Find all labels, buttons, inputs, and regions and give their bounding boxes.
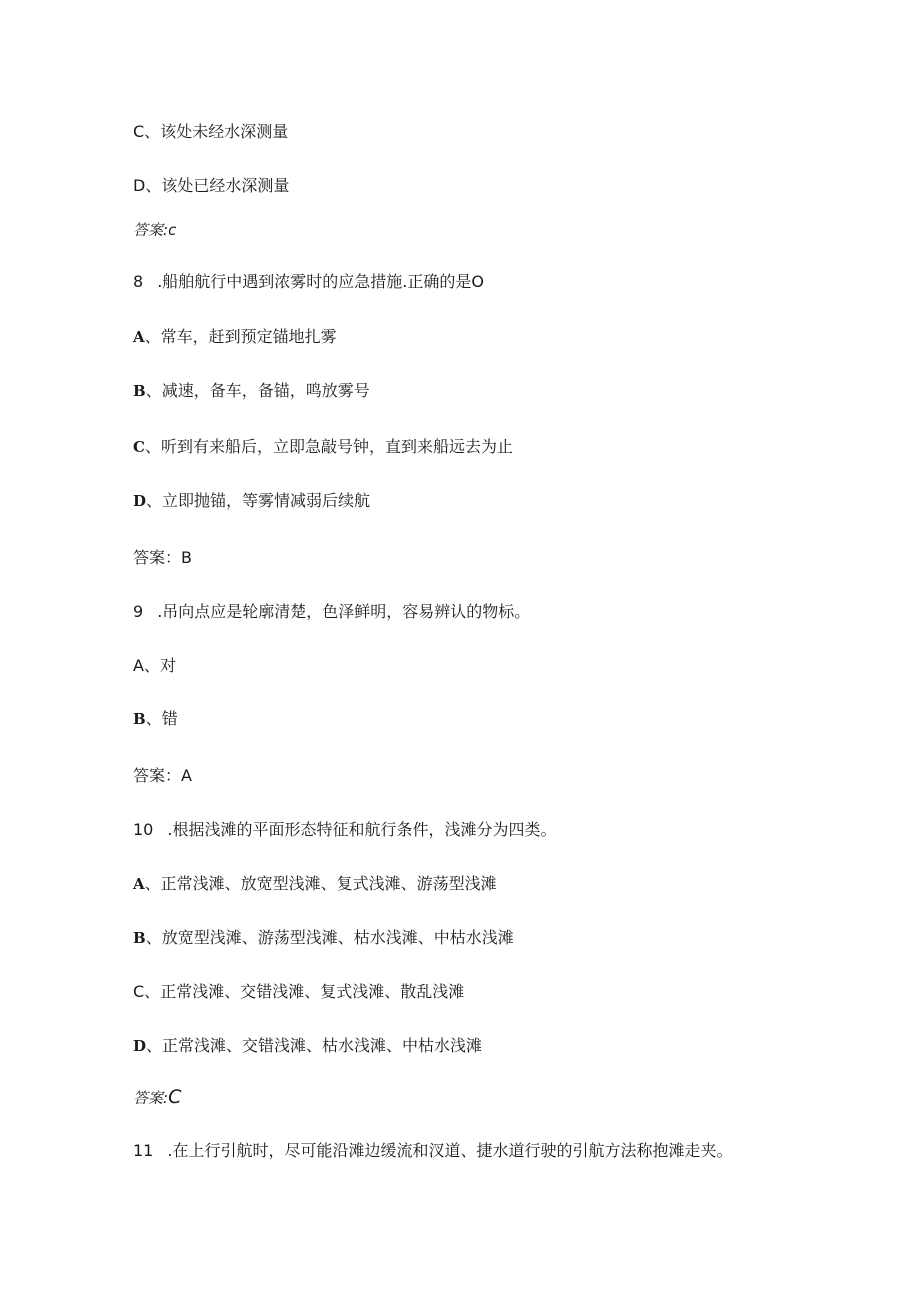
answer [133,1087,181,1108]
option-letter: A [133,875,145,893]
question-number: 8 [133,272,144,291]
question-number: 10 [133,820,154,839]
option-c [133,437,513,457]
answer [133,548,192,568]
answer-label: 答案： [133,766,182,785]
option-sep: 、 [146,1036,163,1055]
option-letter: C [133,122,145,141]
question-text: .船舶航行中遇到浓雾时的应急措施.正确的是O [157,272,484,291]
option-letter: C [133,982,145,1001]
option-letter: B [133,929,146,947]
option-letter: B [133,382,146,400]
option-d [133,1036,482,1056]
answer-value: A [181,766,192,785]
option-text: 听到有来船后，立即急敲号钟，直到来船远去为止 [160,437,513,456]
question-8 [133,272,484,292]
option-text: 正常浅滩、交错浅滩、枯水浅滩、中枯水浅滩 [162,1036,483,1055]
option-sep: 、 [144,982,161,1001]
option-b [133,928,514,948]
option-text: 该处未经水深测量 [160,122,289,141]
option-letter: D [133,492,147,510]
question-number: 9 [133,602,144,621]
option-b [133,709,178,729]
option-b [133,381,370,401]
option-letter: A [133,328,145,346]
option-letter: D [133,1037,147,1055]
option-letter: B [133,710,146,728]
option-text: 放宽型浅滩、游荡型浅滩、枯水浅滩、中枯水浅滩 [161,928,514,947]
option-text: 减速，备车，备锚，鸣放雾号 [161,381,370,400]
option-sep: 、 [145,381,162,400]
question-number: 11 [133,1141,154,1160]
answer [133,766,192,786]
option-sep: 、 [144,122,161,141]
answer-label: 答案: [133,1089,169,1107]
option-sep: 、 [146,491,163,510]
answer [133,220,176,240]
option-c [133,982,464,1002]
option-a [133,327,337,347]
question-text: .吊向点应是轮廓清楚，色泽鲜明，容易辨认的物标。 [157,602,531,621]
option-d [133,176,289,196]
option-d [133,491,370,511]
option-sep: 、 [144,437,161,456]
option-text: 立即抛锚，等雾情减弱后续航 [162,491,371,510]
option-letter: C [133,438,145,456]
question-11 [133,1141,732,1161]
question-text: .在上行引航时，尽可能沿滩边缓流和汊道、捷水道行驶的引航方法称抱滩走夹。 [167,1141,733,1160]
answer-value: c [168,221,177,239]
question-9 [133,602,530,622]
option-sep: 、 [145,709,162,728]
option-text: 错 [161,709,178,728]
option-letter: D [133,176,146,195]
answer-label: 答案: [133,221,169,239]
option-sep: 、 [143,656,160,675]
option-a [133,874,497,894]
option-letter: A [133,656,144,675]
option-sep: 、 [145,928,162,947]
option-text: 对 [159,656,176,675]
option-text: 该处已经水深测量 [161,176,290,195]
answer-value: B [181,548,192,567]
option-c [133,122,288,142]
option-sep: 、 [145,176,162,195]
question-text: .根据浅滩的平面形态特征和航行条件，浅滩分为四类。 [167,820,557,839]
answer-value: C [168,1086,182,1108]
option-a [133,656,176,676]
option-text: 常车，赶到预定锚地扎雾 [160,327,337,346]
option-sep: 、 [144,874,161,893]
question-10 [133,820,556,840]
option-text: 正常浅滩、放宽型浅滩、复式浅滩、游荡型浅滩 [160,874,497,893]
answer-label: 答案： [133,548,182,567]
option-sep: 、 [144,327,161,346]
option-text: 正常浅滩、交错浅滩、复式浅滩、散乱浅滩 [160,982,465,1001]
